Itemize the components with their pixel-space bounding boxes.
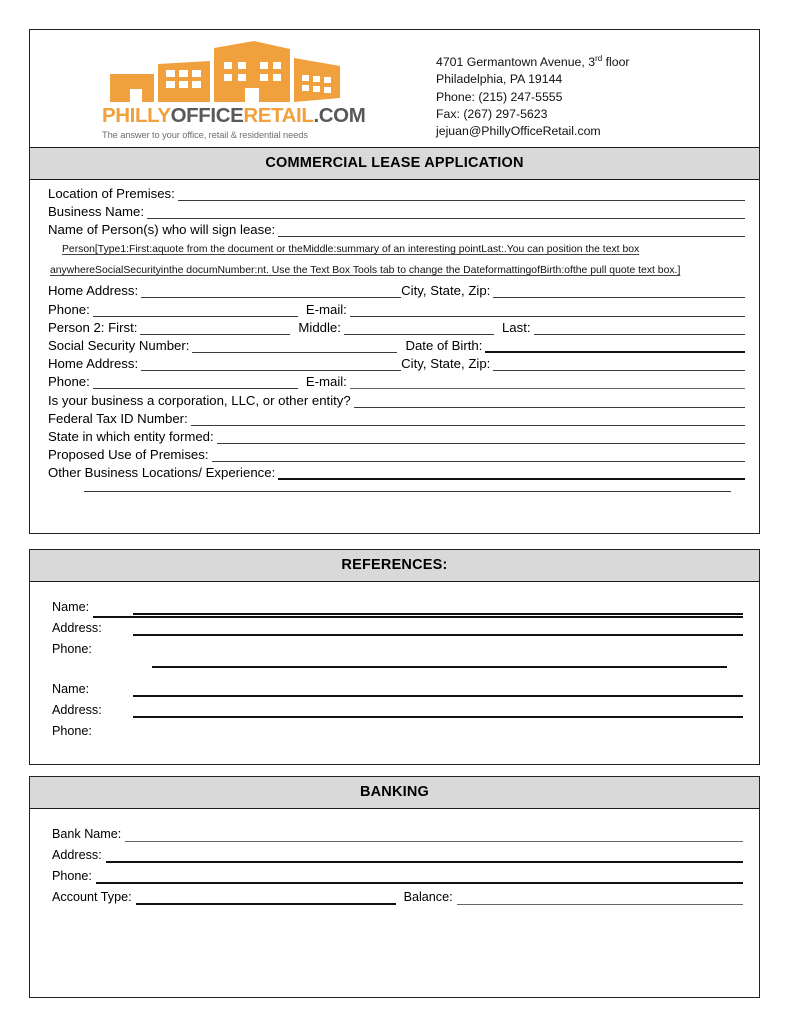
contact-block	[436, 50, 630, 140]
input-reference-1-name[interactable]	[133, 601, 743, 615]
label-other-locations: Other Business Locations/ Experience:	[48, 465, 276, 481]
input-home-address-2[interactable]	[141, 357, 401, 371]
field-proposed-use[interactable]	[48, 447, 745, 462]
input-other-locations-continuation[interactable]	[84, 490, 731, 492]
field-name-of-signers[interactable]	[48, 222, 745, 237]
input-other-locations[interactable]	[278, 465, 745, 480]
label-state-formed: State in which entity formed:	[48, 428, 214, 444]
input-phone-2[interactable]	[93, 375, 298, 389]
input-city-state-zip-1[interactable]	[493, 284, 745, 298]
input-date-of-birth[interactable]	[485, 338, 745, 353]
label-bank-phone: Phone:	[52, 869, 92, 883]
input-phone-1[interactable]	[93, 303, 298, 317]
label-person-2-middle: Middle:	[298, 319, 341, 335]
input-name-of-signers[interactable]	[278, 223, 745, 237]
input-person-2-last[interactable]	[534, 321, 745, 335]
references-fields	[30, 582, 759, 739]
input-bank-phone[interactable]	[96, 870, 743, 884]
field-home-address-2[interactable]	[48, 356, 745, 371]
reference-1-phone-row[interactable]	[52, 642, 743, 657]
label-reference-1-address: Address:	[52, 621, 102, 635]
label-email-1: E-mail:	[305, 301, 347, 317]
field-federal-tax-id[interactable]	[48, 411, 745, 426]
logo-wordmark	[102, 104, 366, 127]
logo-word-philly: PHILLY	[102, 104, 171, 127]
label-home-address-2: Home Address:	[48, 356, 139, 372]
label-reference-2-address: Address:	[52, 703, 102, 717]
contact-city-state-zip: Philadelphia, PA 19144	[436, 72, 563, 87]
label-proposed-use: Proposed Use of Premises:	[48, 447, 209, 463]
label-account-type: Account Type:	[52, 890, 132, 904]
label-bank-name: Bank Name:	[52, 827, 122, 841]
letterhead	[30, 30, 759, 147]
application-card	[29, 29, 760, 534]
logo-word-office: OFFICE	[170, 104, 244, 127]
banking-card	[29, 776, 760, 998]
input-bank-name[interactable]	[125, 829, 743, 842]
company-logo	[102, 36, 366, 140]
references-card	[29, 549, 760, 765]
row-of-buildings-icon	[102, 36, 348, 104]
contact-email: jejuan@PhillyOfficeRetail.com	[436, 123, 601, 138]
reference-2-phone-row[interactable]	[52, 724, 743, 739]
label-city-state-zip-1: City, State, Zip:	[401, 283, 491, 299]
label-reference-2-name: Name:	[52, 682, 90, 696]
application-section-header: COMMERCIAL LEASE APPLICATION	[30, 147, 759, 180]
field-home-address-1[interactable]	[48, 283, 745, 298]
label-reference-2-phone: Phone:	[52, 724, 92, 738]
field-state-formed[interactable]	[48, 429, 745, 444]
field-ssn-dob[interactable]	[48, 338, 745, 353]
input-proposed-use[interactable]	[212, 448, 745, 462]
label-business-name: Business Name:	[48, 204, 145, 220]
input-home-address-1[interactable]	[141, 284, 401, 298]
field-bank-address[interactable]	[52, 848, 743, 863]
input-reference-1-address[interactable]	[133, 622, 743, 636]
field-other-locations[interactable]	[48, 465, 745, 480]
field-entity-question[interactable]	[48, 393, 745, 408]
label-balance: Balance:	[403, 890, 453, 904]
scrambled-placeholder-line-1: Person[Type1:First:aquote from the document or theMiddle:summary of an interesting pointLast:.You can position the text box	[62, 244, 640, 256]
field-bank-name[interactable]	[52, 827, 743, 842]
logo-word-dotcom: .COM	[313, 104, 366, 127]
references-section-header: REFERENCES:	[30, 550, 759, 582]
field-account-type-balance[interactable]	[52, 890, 743, 905]
label-phone-2: Phone:	[48, 374, 90, 390]
logo-word-retail: RETAIL	[243, 104, 314, 127]
label-date-of-birth: Date of Birth:	[405, 337, 483, 353]
label-person-2-last: Last:	[501, 319, 531, 335]
label-location-of-premises: Location of Premises:	[48, 186, 175, 201]
reference-2-name-row[interactable]	[52, 682, 743, 697]
input-balance[interactable]	[457, 892, 743, 905]
scrambled-placeholder-line-2: anywhereSocialSecurityinthe documNumber:nt. Use the Text Box Tools tab to change the DateformattingofBirth:ofthe pull quote text box.]	[50, 265, 681, 277]
contact-phone: Phone: (215) 247-5555	[436, 89, 563, 104]
reference-1-address-row[interactable]	[52, 621, 743, 636]
label-entity-question: Is your business a corporation, LLC, or other entity?	[48, 392, 351, 408]
label-reference-1-name: Name:	[52, 600, 90, 614]
reference-2-address-row[interactable]	[52, 703, 743, 718]
label-person-2-first: Person 2: First:	[48, 319, 138, 335]
reference-1-name-row[interactable]	[52, 600, 743, 615]
field-bank-phone[interactable]	[52, 869, 743, 884]
input-account-type[interactable]	[136, 891, 396, 905]
input-state-formed[interactable]	[217, 430, 745, 444]
label-social-security-number: Social Security Number:	[48, 337, 190, 353]
input-reference-1-phone[interactable]	[152, 665, 727, 668]
application-fields	[30, 180, 759, 492]
field-location-of-premises[interactable]	[48, 186, 745, 201]
label-bank-address: Address:	[52, 848, 102, 862]
label-phone-1: Phone:	[48, 301, 90, 317]
label-name-of-signers: Name of Person(s) who will sign lease:	[48, 222, 276, 238]
label-home-address-1: Home Address:	[48, 283, 139, 299]
input-bank-address[interactable]	[106, 849, 743, 863]
input-email-2[interactable]	[350, 375, 745, 389]
field-phone-1[interactable]	[48, 302, 745, 317]
input-person-2-middle[interactable]	[344, 321, 494, 335]
label-email-2: E-mail:	[305, 374, 347, 390]
banking-section-header: BANKING	[30, 777, 759, 809]
input-social-security-number[interactable]	[192, 339, 397, 353]
contact-fax: Fax: (267) 297-5623	[436, 106, 548, 121]
input-reference-2-name[interactable]	[133, 683, 743, 697]
input-city-state-zip-2[interactable]	[493, 357, 745, 371]
input-business-name[interactable]	[147, 205, 745, 219]
field-business-name[interactable]	[48, 204, 745, 219]
contact-address-line-1	[436, 50, 630, 71]
input-email-1[interactable]	[350, 303, 745, 317]
input-person-2-first[interactable]	[140, 321, 290, 335]
field-phone-2[interactable]	[48, 374, 745, 389]
field-person-2-name[interactable]	[48, 320, 745, 335]
label-reference-1-phone: Phone:	[52, 642, 92, 656]
input-entity-question[interactable]	[354, 394, 745, 408]
address-street: 4701 Germantown Avenue, 3	[436, 55, 596, 70]
logo-tagline: The answer to your office, retail & residential needs	[102, 129, 308, 140]
input-location-of-premises[interactable]	[178, 187, 745, 201]
input-federal-tax-id[interactable]	[191, 412, 745, 426]
label-federal-tax-id: Federal Tax ID Number:	[48, 410, 188, 426]
address-ordinal-suffix: rd	[595, 54, 603, 63]
address-floor: floor	[602, 55, 630, 70]
banking-fields	[30, 809, 759, 905]
label-city-state-zip-2: City, State, Zip:	[401, 356, 491, 372]
input-reference-2-address[interactable]	[133, 704, 743, 718]
